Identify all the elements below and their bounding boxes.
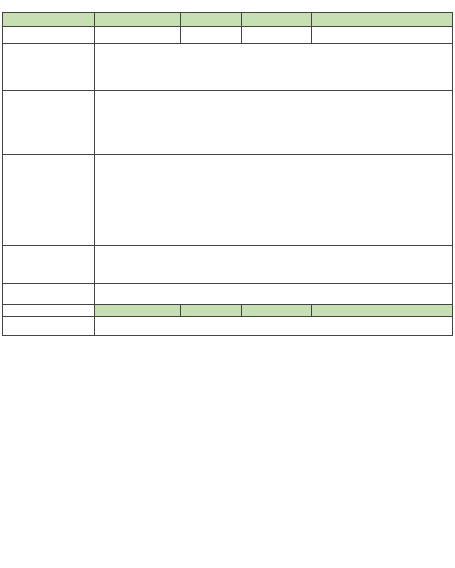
header-category xyxy=(3,13,95,27)
course-text xyxy=(95,155,453,246)
employment-text xyxy=(95,246,453,284)
course-row xyxy=(3,155,453,246)
header-year xyxy=(242,13,312,27)
employment-label xyxy=(3,246,95,284)
teacher-col-name xyxy=(95,305,181,317)
goal-text xyxy=(95,44,453,91)
major-name xyxy=(95,27,181,44)
goal-label xyxy=(3,44,95,91)
demand-text xyxy=(95,284,453,305)
header-name xyxy=(95,13,181,27)
major-category xyxy=(3,27,95,44)
teacher-col-years xyxy=(312,305,453,317)
major-row xyxy=(3,27,453,44)
teacher-header-row xyxy=(3,305,453,317)
page-title xyxy=(0,0,455,11)
core-row xyxy=(3,91,453,155)
major-code xyxy=(181,27,242,44)
major-year xyxy=(242,27,312,44)
table-header-row xyxy=(3,13,453,27)
goal-row xyxy=(3,44,453,91)
teachers-label xyxy=(3,305,95,317)
major-duration xyxy=(312,27,453,44)
header-duration xyxy=(312,13,453,27)
teacher-col-title xyxy=(242,305,312,317)
core-text xyxy=(95,91,453,155)
major-info-table xyxy=(2,12,453,336)
demand-label xyxy=(3,284,95,305)
course-label xyxy=(3,155,95,246)
teacher-col-sex xyxy=(181,305,242,317)
note-text xyxy=(95,317,453,336)
demand-row xyxy=(3,284,453,305)
note-label xyxy=(3,317,95,336)
employment-row xyxy=(3,246,453,284)
core-label xyxy=(3,91,95,155)
header-code xyxy=(181,13,242,27)
note-row xyxy=(3,317,453,336)
